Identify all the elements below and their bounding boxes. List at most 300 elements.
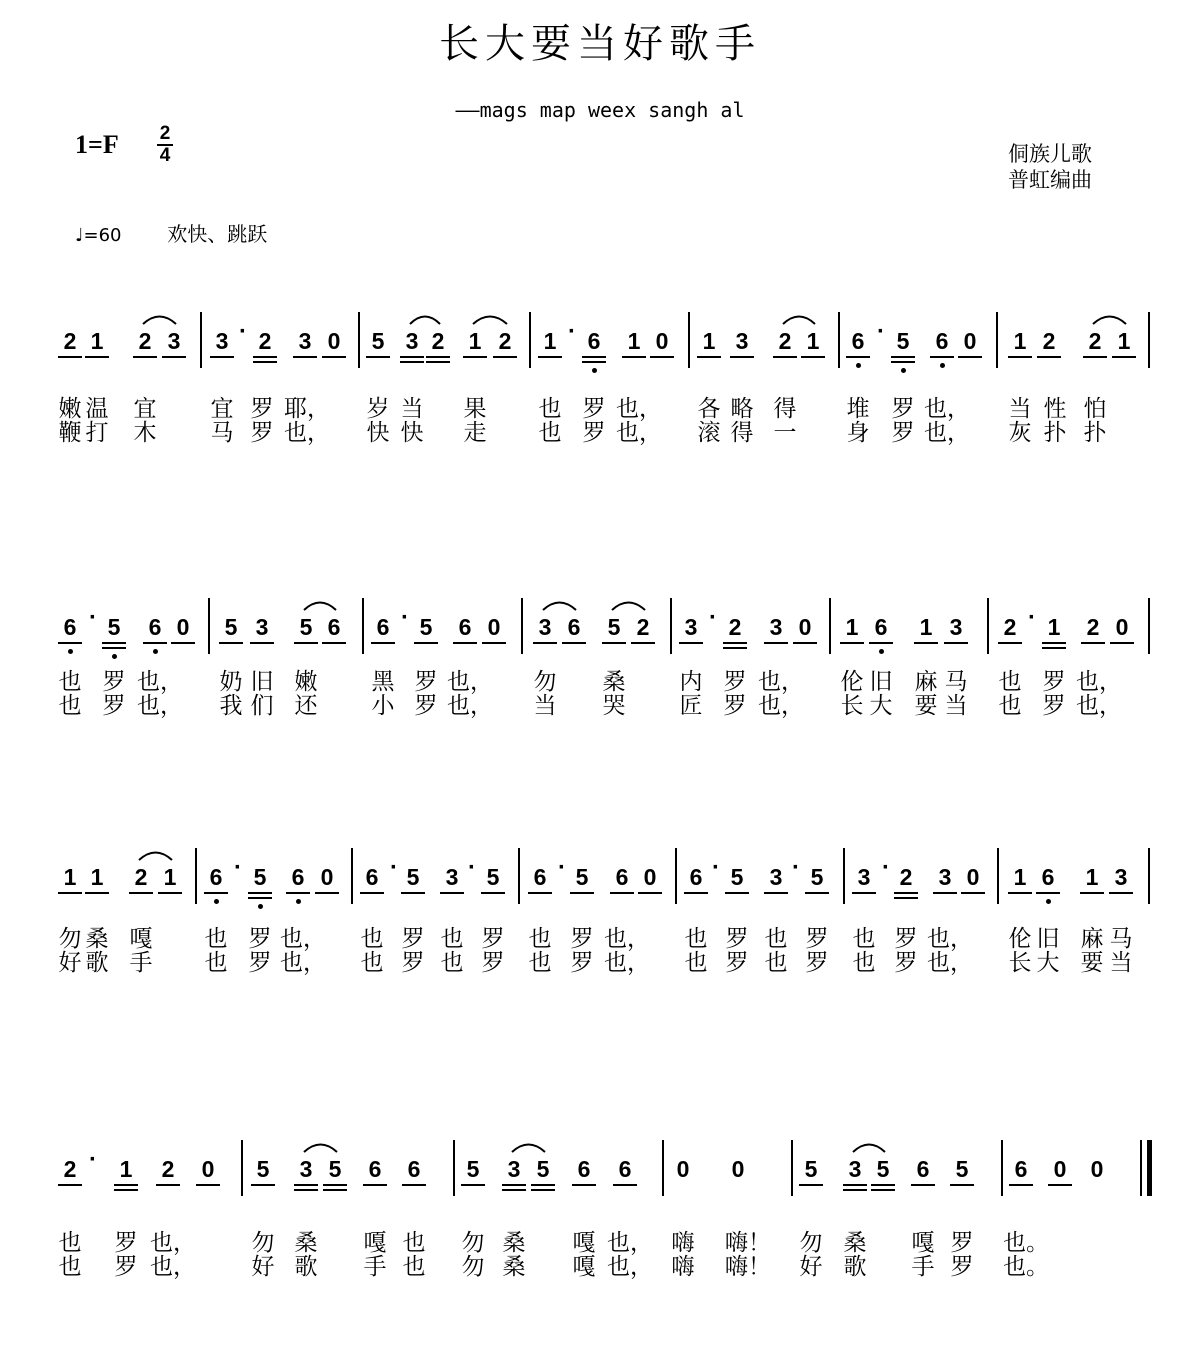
- underline-beam: [894, 897, 918, 899]
- barline: [688, 312, 690, 368]
- lyric-syllable: 嗨！: [725, 1254, 771, 1280]
- lyric-syllable: 奶: [219, 669, 243, 695]
- note: 6: [567, 614, 581, 640]
- note: 5: [955, 1156, 969, 1182]
- underline-beam: [401, 892, 425, 894]
- note: 0: [320, 864, 334, 890]
- barline: [518, 848, 520, 904]
- lyric-line-4-verse-2: [0, 1252, 1200, 1284]
- lyric-syllable: 桑: [85, 926, 109, 952]
- augmentation-dot: ·: [239, 318, 247, 345]
- augmentation-dot: ·: [568, 318, 576, 345]
- note: 3: [298, 328, 312, 354]
- underline-beam: [852, 892, 876, 894]
- augmentation-dot: ·: [712, 854, 720, 881]
- note: 1: [119, 1156, 133, 1182]
- barline: [1148, 598, 1150, 654]
- final-barline-thin: [1140, 1140, 1142, 1196]
- underline-beam: [493, 356, 517, 358]
- note: 3: [1114, 864, 1128, 890]
- lyric-syllable: 当: [533, 693, 557, 719]
- lyric-syllable: 果: [463, 396, 487, 422]
- underline-beam: [315, 892, 339, 894]
- lyric-syllable: 勿: [251, 1230, 275, 1256]
- underline-beam: [1109, 892, 1133, 894]
- underline-beam: [914, 642, 938, 644]
- barline: [670, 598, 672, 654]
- underline-beam: [286, 892, 310, 894]
- underline-beam: [846, 356, 870, 358]
- lyric-syllable: 也: [998, 669, 1022, 695]
- underline-beam: [366, 356, 390, 358]
- note: 6: [365, 864, 379, 890]
- lyric-syllable: 也。: [1003, 1254, 1049, 1280]
- underline-beam: [891, 356, 915, 358]
- barline: [829, 598, 831, 654]
- underline-beam: [723, 642, 747, 644]
- lyric-syllable: 也，: [616, 420, 662, 446]
- lyric-syllable: 也，: [607, 1230, 653, 1256]
- note: 0: [731, 1156, 745, 1182]
- lyric-syllable: 罗: [723, 669, 747, 695]
- underline-beam: [1110, 642, 1134, 644]
- note: 3: [769, 864, 783, 890]
- underline-beam: [582, 361, 606, 363]
- augmentation-dot: ·: [709, 604, 717, 631]
- note: 0: [966, 864, 980, 890]
- underline-beam: [1008, 892, 1032, 894]
- underline-beam: [572, 1184, 596, 1186]
- time-signature: [156, 124, 174, 166]
- underline-beam: [294, 1189, 318, 1191]
- low-octave-dot: [592, 368, 597, 373]
- tie-arc: [1092, 312, 1127, 326]
- lyric-syllable: 堆: [846, 396, 870, 422]
- lyric-syllable: 罗: [250, 420, 274, 446]
- note: 1: [806, 328, 820, 354]
- song-title: 长大要当好歌手: [439, 21, 761, 67]
- underline-beam: [114, 1189, 138, 1191]
- lyric-syllable: 罗: [114, 1254, 138, 1280]
- lyric-syllable: 快: [366, 420, 390, 446]
- lyric-syllable: 要: [914, 693, 938, 719]
- lyric-syllable: 耶，: [284, 396, 330, 422]
- augmentation-dot: ·: [401, 604, 409, 631]
- tie-arc: [303, 1140, 338, 1154]
- low-octave-dot: [153, 649, 158, 654]
- underline-beam: [1042, 647, 1066, 649]
- note: 3: [445, 864, 459, 890]
- lyric-syllable: 也，: [924, 396, 970, 422]
- lyric-syllable: 罗: [723, 693, 747, 719]
- lyric-syllable: 也: [528, 926, 552, 952]
- barline: [529, 312, 531, 368]
- tie-arc: [542, 598, 577, 612]
- underline-beam: [1009, 1184, 1033, 1186]
- lyric-syllable: 也，: [137, 693, 183, 719]
- notation-line-1: [0, 312, 1200, 372]
- note: 3: [949, 614, 963, 640]
- lyric-syllable: 也: [58, 669, 82, 695]
- underline-beam: [570, 892, 594, 894]
- underline-beam: [961, 892, 985, 894]
- underline-beam: [360, 892, 384, 894]
- note: 5: [371, 328, 385, 354]
- lyric-syllable: 也: [538, 396, 562, 422]
- tie-arc: [142, 312, 177, 326]
- underline-beam: [463, 356, 487, 358]
- note: 0: [798, 614, 812, 640]
- lyric-syllable: 小: [371, 693, 395, 719]
- note: 0: [327, 328, 341, 354]
- lyric-syllable: 麻: [914, 669, 938, 695]
- augmentation-dot: ·: [558, 854, 566, 881]
- underline-beam: [248, 897, 272, 899]
- lyric-syllable: 我: [219, 693, 243, 719]
- lyric-syllable: 罗: [250, 396, 274, 422]
- note: 1: [1013, 328, 1027, 354]
- note: 5: [810, 864, 824, 890]
- lyric-syllable: 宜: [210, 396, 234, 422]
- lyric-syllable: 一: [773, 420, 797, 446]
- lyric-syllable: 还: [294, 693, 318, 719]
- lyric-syllable: 马: [1109, 926, 1133, 952]
- underline-beam: [323, 1189, 347, 1191]
- notation-line-2: [0, 598, 1200, 658]
- lyric-syllable: 也，: [758, 693, 804, 719]
- key-signature: 1=F: [75, 130, 119, 159]
- tie-arc: [472, 312, 508, 326]
- lyric-syllable: 罗: [582, 396, 606, 422]
- lyric-syllable: 桑: [502, 1230, 526, 1256]
- lyric-line-3-verse-2: [0, 948, 1200, 980]
- note: 6: [618, 1156, 632, 1182]
- lyric-syllable: 嘎: [129, 926, 153, 952]
- lyric-syllable: 怕: [1083, 396, 1107, 422]
- lyric-syllable: 旧: [869, 669, 893, 695]
- underline-beam: [323, 1184, 347, 1186]
- lyric-syllable: 长: [1008, 950, 1032, 976]
- lyric-syllable: 也。: [1003, 1230, 1049, 1256]
- underline-beam: [293, 356, 317, 358]
- lyric-syllable: 也，: [1076, 669, 1122, 695]
- lyric-syllable: 也，: [616, 396, 662, 422]
- note: 3: [848, 1156, 862, 1182]
- note: 3: [538, 614, 552, 640]
- underline-beam: [801, 356, 825, 358]
- lyric-syllable: 也，: [280, 926, 326, 952]
- lyric-syllable: 嫩: [294, 669, 318, 695]
- note: 1: [163, 864, 177, 890]
- underline-beam: [322, 642, 346, 644]
- note: 6: [874, 614, 888, 640]
- underline-beam: [371, 642, 395, 644]
- lyric-syllable: 也，: [927, 950, 973, 976]
- underline-beam: [871, 1189, 895, 1191]
- barline: [996, 312, 998, 368]
- barline: [195, 848, 197, 904]
- lyric-syllable: 大: [869, 693, 893, 719]
- lyric-syllable: 也，: [604, 950, 650, 976]
- lyric-syllable: 略: [730, 396, 754, 422]
- lyric-syllable: 罗: [1042, 693, 1066, 719]
- lyric-syllable: 手: [129, 950, 153, 976]
- note: 5: [730, 864, 744, 890]
- barline: [791, 1140, 793, 1196]
- lyric-syllable: 也，: [150, 1254, 196, 1280]
- lyric-syllable: 罗: [102, 693, 126, 719]
- time-signature-bottom: 4: [159, 145, 171, 166]
- underline-beam: [1042, 642, 1066, 644]
- lyric-syllable: 罗: [950, 1230, 974, 1256]
- low-octave-dot: [856, 363, 861, 368]
- lyric-syllable: 岁: [366, 396, 390, 422]
- lyric-syllable: 滚: [697, 420, 721, 446]
- lyric-syllable: 旧: [1036, 926, 1060, 952]
- underline-beam: [1037, 356, 1061, 358]
- note: 3: [938, 864, 952, 890]
- lyric-syllable: 也，: [137, 669, 183, 695]
- lyric-syllable: 好: [251, 1254, 275, 1280]
- underline-beam: [562, 642, 586, 644]
- note: 1: [90, 864, 104, 890]
- underline-beam: [58, 356, 82, 358]
- underline-beam: [402, 1184, 426, 1186]
- lyric-syllable: 也，: [447, 669, 493, 695]
- note: 5: [419, 614, 433, 640]
- lyric-syllable: 得: [773, 396, 797, 422]
- underline-beam: [679, 642, 703, 644]
- lyric-syllable: 也，: [924, 420, 970, 446]
- lyric-syllable: 也: [852, 950, 876, 976]
- lyric-syllable: 也: [998, 693, 1022, 719]
- note: 5: [299, 614, 313, 640]
- note: 6: [148, 614, 162, 640]
- lyric-syllable: 马: [944, 669, 968, 695]
- note: 2: [498, 328, 512, 354]
- note: 2: [728, 614, 742, 640]
- lyric-syllable: 歌: [843, 1254, 867, 1280]
- lyric-syllable: 手: [911, 1254, 935, 1280]
- note: 6: [458, 614, 472, 640]
- note: 1: [63, 864, 77, 890]
- barline: [521, 598, 523, 654]
- note: 6: [587, 328, 601, 354]
- underline-beam: [502, 1189, 526, 1191]
- augmentation-dot: ·: [468, 854, 476, 881]
- underline-beam: [911, 1184, 935, 1186]
- lyric-syllable: 也: [684, 926, 708, 952]
- note: 0: [201, 1156, 215, 1182]
- lyric-syllable: 灰: [1008, 420, 1032, 446]
- underline-beam: [322, 356, 346, 358]
- note: 6: [1041, 864, 1055, 890]
- note: 0: [676, 1156, 690, 1182]
- notation-line-4: [0, 1140, 1200, 1200]
- lyric-syllable: 罗: [481, 926, 505, 952]
- underline-beam: [102, 647, 126, 649]
- underline-beam: [133, 356, 157, 358]
- augmentation-dot: ·: [792, 854, 800, 881]
- low-octave-dot: [112, 654, 117, 659]
- lyric-syllable: 麻: [1080, 926, 1104, 952]
- lyric-syllable: 罗: [950, 1254, 974, 1280]
- note: 2: [1042, 328, 1056, 354]
- note: 1: [90, 328, 104, 354]
- lyric-syllable: 也: [58, 1230, 82, 1256]
- lyric-syllable: 也，: [927, 926, 973, 952]
- underline-beam: [1036, 892, 1060, 894]
- note: 6: [327, 614, 341, 640]
- underline-beam: [158, 892, 182, 894]
- lyric-syllable: 当: [1008, 396, 1032, 422]
- note: 2: [778, 328, 792, 354]
- barline: [843, 848, 845, 904]
- tie-arc: [611, 598, 646, 612]
- underline-beam: [156, 1184, 180, 1186]
- underline-beam: [453, 642, 477, 644]
- note: 2: [636, 614, 650, 640]
- underline-beam: [440, 892, 464, 894]
- lyric-syllable: 罗: [891, 420, 915, 446]
- note: 1: [627, 328, 641, 354]
- note: 0: [1090, 1156, 1104, 1182]
- lyric-syllable: 也: [58, 693, 82, 719]
- note: 5: [804, 1156, 818, 1182]
- lyric-syllable: 罗: [248, 950, 272, 976]
- tempo-value: ♩=60: [75, 225, 122, 246]
- lyric-syllable: 内: [679, 669, 703, 695]
- note: 0: [1053, 1156, 1067, 1182]
- note: 0: [1115, 614, 1129, 640]
- underline-beam: [426, 361, 450, 363]
- tie-arc: [409, 312, 441, 326]
- barline: [662, 1140, 664, 1196]
- underline-beam: [114, 1184, 138, 1186]
- underline-beam: [638, 892, 662, 894]
- underline-beam: [650, 356, 674, 358]
- low-octave-dot: [940, 363, 945, 368]
- note: 5: [486, 864, 500, 890]
- note: 2: [1003, 614, 1017, 640]
- barline: [675, 848, 677, 904]
- underline-beam: [1081, 642, 1105, 644]
- underline-beam: [171, 642, 195, 644]
- underline-beam: [58, 642, 82, 644]
- lyric-syllable: 嘎: [572, 1254, 596, 1280]
- underline-beam: [85, 356, 109, 358]
- underline-beam: [764, 892, 788, 894]
- underline-beam: [482, 642, 506, 644]
- augmentation-dot: ·: [877, 318, 885, 345]
- note: 5: [575, 864, 589, 890]
- underline-beam: [400, 361, 424, 363]
- note: 5: [256, 1156, 270, 1182]
- tie-arc: [138, 848, 173, 862]
- note: 1: [543, 328, 557, 354]
- lyric-syllable: 罗: [725, 950, 749, 976]
- lyric-syllable: 也，: [604, 926, 650, 952]
- augmentation-dot: ·: [882, 854, 890, 881]
- note: 2: [1088, 328, 1102, 354]
- note: 2: [899, 864, 913, 890]
- final-barline-thick: [1147, 1140, 1152, 1196]
- lyric-syllable: 扑: [1043, 420, 1067, 446]
- note: 6: [689, 864, 703, 890]
- underline-beam: [210, 356, 234, 358]
- note: 6: [376, 614, 390, 640]
- tempo-marking: [75, 218, 267, 247]
- note: 2: [1086, 614, 1100, 640]
- note: 6: [533, 864, 547, 890]
- note: 5: [253, 864, 267, 890]
- note: 0: [963, 328, 977, 354]
- underline-beam: [196, 1184, 220, 1186]
- note: 1: [1013, 864, 1027, 890]
- barline: [987, 598, 989, 654]
- lyric-syllable: 嗨: [671, 1254, 695, 1280]
- barline: [1001, 1140, 1003, 1196]
- lyric-syllable: 也，: [607, 1254, 653, 1280]
- underline-beam: [840, 642, 864, 644]
- underline-beam: [894, 892, 918, 894]
- lyric-syllable: 也: [402, 1254, 426, 1280]
- note: 3: [507, 1156, 521, 1182]
- low-octave-dot: [258, 904, 263, 909]
- lyric-syllable: 嘎: [363, 1230, 387, 1256]
- lyric-syllable: 身: [846, 420, 870, 446]
- lyric-syllable: 长: [840, 693, 864, 719]
- underline-beam: [363, 1184, 387, 1186]
- underline-beam: [891, 361, 915, 363]
- lyric-syllable: 旧: [250, 669, 274, 695]
- underline-beam: [531, 1184, 555, 1186]
- barline: [208, 598, 210, 654]
- lyric-syllable: 罗: [401, 950, 425, 976]
- underline-beam: [58, 1184, 82, 1186]
- note: 6: [615, 864, 629, 890]
- underline-beam: [610, 892, 634, 894]
- lyric-syllable: 们: [250, 693, 274, 719]
- lyric-syllable: 也，: [284, 420, 330, 446]
- lyric-syllable: 伦: [1008, 926, 1032, 952]
- lyric-syllable: 也: [58, 1254, 82, 1280]
- underline-beam: [251, 1184, 275, 1186]
- lyric-syllable: 罗: [805, 950, 829, 976]
- underline-beam: [1083, 356, 1107, 358]
- underline-beam: [930, 356, 954, 358]
- underline-beam: [1008, 356, 1032, 358]
- barline: [1148, 848, 1150, 904]
- lyric-syllable: 也: [204, 950, 228, 976]
- lyric-syllable: 也，: [758, 669, 804, 695]
- augmentation-dot: ·: [1028, 604, 1036, 631]
- lyric-syllable: 走: [463, 420, 487, 446]
- note: 1: [468, 328, 482, 354]
- underline-beam: [481, 892, 505, 894]
- lyric-syllable: 宜: [133, 396, 157, 422]
- note: 3: [405, 328, 419, 354]
- lyric-syllable: 嫩: [58, 396, 82, 422]
- lyric-syllable: 也: [440, 950, 464, 976]
- barline: [358, 312, 360, 368]
- underline-beam: [253, 361, 277, 363]
- lyric-syllable: 木: [133, 420, 157, 446]
- lyric-syllable: 也: [440, 926, 464, 952]
- note: 5: [536, 1156, 550, 1182]
- underline-beam: [461, 1184, 485, 1186]
- lyric-syllable: 当: [944, 693, 968, 719]
